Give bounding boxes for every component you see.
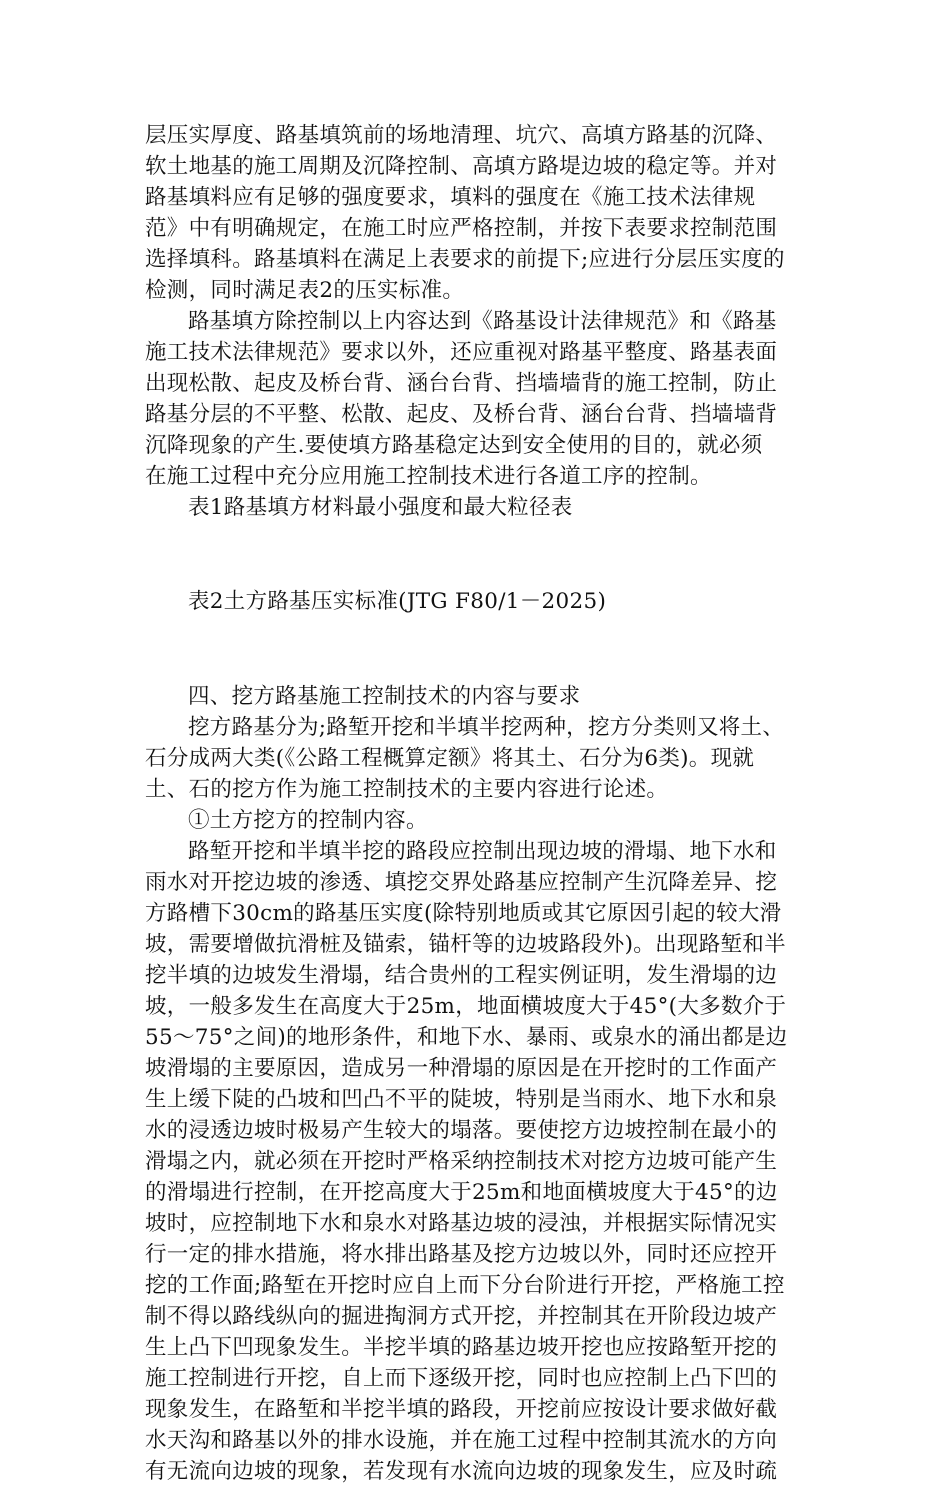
section-heading: 四、挖方路基施工控制技术的内容与要求 — [188, 684, 581, 709]
text-line: 路基分层的不平整、松散、起皮、及桥台背、涵台台背、挡墙墙背 — [145, 402, 778, 427]
text-line: 的滑塌进行控制，在开挖高度大于25m和地面横坡度大于45°的边 — [145, 1180, 778, 1205]
text-line: 水的浸透边坡时极易产生较大的塌落。要使挖方边坡控制在最小的 — [145, 1118, 778, 1143]
paragraph-first-line: 挖方路基分为;路堑开挖和半填半挖两种，挖方分类则又将土、 — [188, 715, 785, 740]
text-line: 行一定的排水措施，将水排出路基及挖方边坡以外，同时还应控开 — [145, 1242, 778, 1267]
table-2-caption: 表2土方路基压实标准(JTG F80/1－2025) — [188, 589, 607, 614]
text-line: 坡，需要增做抗滑桩及锚索，锚杆等的边坡路段外)。出现路堑和半 — [145, 932, 786, 957]
text-line: 软土地基的施工周期及沉降控制、高填方路堤边坡的稳定等。并对 — [145, 154, 778, 179]
text-line: 石分成两大类(《公路工程概算定额》将其土、石分为6类)。现就 — [145, 746, 755, 771]
text-line: 土、石的挖方作为施工控制技术的主要内容进行论述。 — [145, 777, 669, 802]
text-line: 在施工过程中充分应用施工控制技术进行各道工序的控制。 — [145, 464, 712, 489]
subsection-heading: ①土方挖方的控制内容。 — [188, 808, 428, 833]
text-line: 沉降现象的产生.要使填方路基稳定达到安全使用的目的，就必须 — [145, 433, 763, 458]
text-line: 坡时，应控制地下水和泉水对路基边坡的浸浊，并根据实际情况实 — [145, 1211, 778, 1236]
text-line: 坡滑塌的主要原因，造成另一种滑塌的原因是在开挖时的工作面产 — [145, 1056, 778, 1081]
text-line: 挖半填的边坡发生滑塌，结合贵州的工程实例证明，发生滑塌的边 — [145, 963, 778, 988]
text-line: 生上缓下陡的凸坡和凹凸不平的陡坡，特别是当雨水、地下水和泉 — [145, 1087, 778, 1112]
text-line: 制不得以路线纵向的掘进掏洞方式开挖，并控制其在开阶段边坡产 — [145, 1304, 778, 1329]
text-line: 范》中有明确规定，在施工时应严格控制，并按下表要求控制范围 — [145, 216, 778, 241]
text-line: 坡，一般多发生在高度大于25m，地面横坡度大于45°(大多数介于 — [145, 994, 787, 1019]
table-1-caption: 表1路基填方材料最小强度和最大粒径表 — [188, 495, 573, 520]
text-line: 水天沟和路基以外的排水设施，并在施工过程中控制其流水的方向 — [145, 1428, 778, 1453]
text-line: 雨水对开挖边坡的渗透、填挖交界处路基应控制产生沉降差异、挖 — [145, 870, 778, 895]
text-line: 55～75°之间)的地形条件，和地下水、暴雨、或泉水的涌出都是边 — [145, 1025, 788, 1050]
paragraph-first-line: 路堑开挖和半填半挖的路段应控制出现边坡的滑塌、地下水和 — [188, 839, 777, 864]
text-line: 施工控制进行开挖，自上而下逐级开挖，同时也应控制上凸下凹的 — [145, 1366, 778, 1391]
text-line: 选择填科。路基填料在满足上表要求的前提下;应进行分层压实度的 — [145, 247, 785, 272]
text-line: 现象发生，在路堑和半挖半填的路段，开挖前应按设计要求做好截 — [145, 1397, 778, 1422]
text-line: 生上凸下凹现象发生。半挖半填的路基边坡开挖也应按路堑开挖的 — [145, 1335, 778, 1360]
text-line: 层压实厚度、路基填筑前的场地清理、坑穴、高填方路基的沉降、 — [145, 123, 778, 148]
text-line: 路基填料应有足够的强度要求，填料的强度在《施工技术法律规 — [145, 185, 756, 210]
text-line: 方路槽下30cm的路基压实度(除特别地质或其它原因引起的较大滑 — [145, 901, 782, 926]
paragraph-first-line: 路基填方除控制以上内容达到《路基设计法律规范》和《路基 — [188, 309, 777, 334]
text-line: 有无流向边坡的现象，若发现有水流向边坡的现象发生，应及时疏 — [145, 1459, 778, 1484]
text-line: 出现松散、起皮及桥台背、涵台台背、挡墙墙背的施工控制，防止 — [145, 371, 778, 396]
text-line: 挖的工作面;路堑在开挖时应自上而下分台阶进行开挖，严格施工控 — [145, 1273, 785, 1298]
text-line: 检测，同时满足表2的压实标准。 — [145, 278, 465, 303]
text-line: 滑塌之内，就必须在开挖时严格采纳控制技术对挖方边坡可能产生 — [145, 1149, 778, 1174]
text-line: 施工技术法律规范》要求以外，还应重视对路基平整度、路基表面 — [145, 340, 778, 365]
